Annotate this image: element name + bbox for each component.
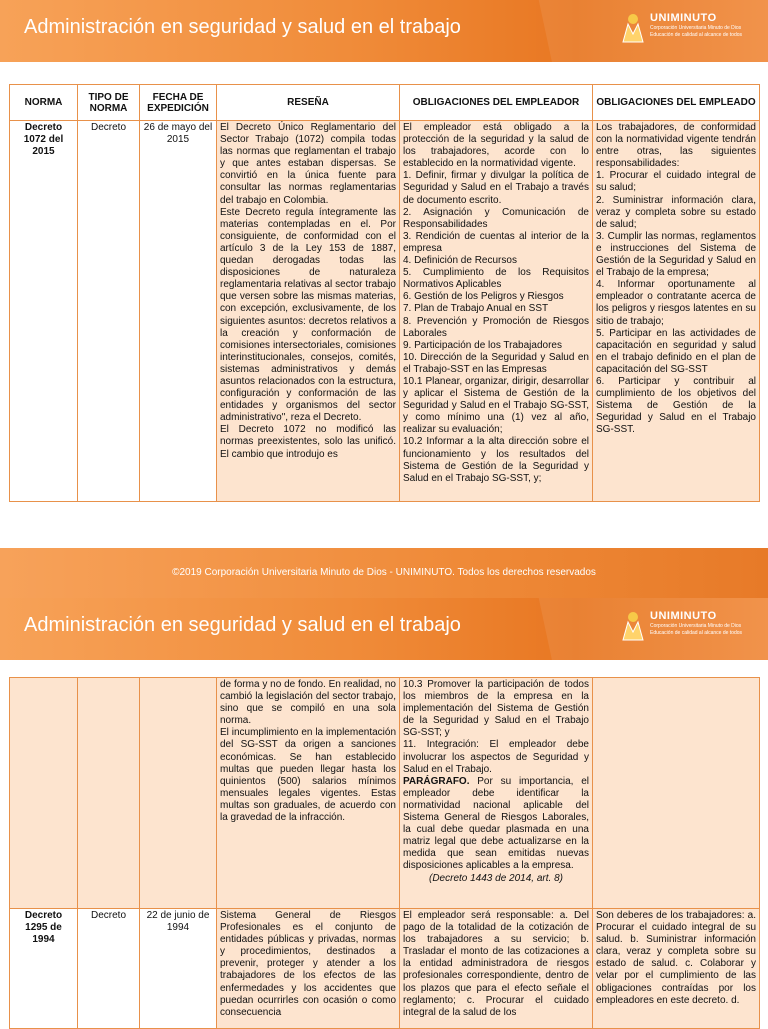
logo-name: UNIMINUTO bbox=[650, 610, 717, 622]
header-empleado: OBLIGACIONES DEL EMPLEADO bbox=[593, 85, 760, 121]
cell-tipo bbox=[78, 678, 140, 909]
cell-fecha bbox=[140, 678, 217, 909]
copyright-text: ©2019 Corporación Universitaria Minuto de Dios - UNIMINUTO. Todos los derechos reservados bbox=[172, 567, 596, 578]
cell-resena: Sistema General de Riesgos Profesionales es el conjunto de entidades públicas y privadas, normas y procedimientos, destinados a prevenir, proteger y atender a los trabajadores de los efectos de las enfermedades y los accidentes que puedan ocurrirles con ocasión o como consecuencia bbox=[217, 909, 400, 1029]
uniminuto-logo bbox=[620, 10, 760, 52]
cell-empleador: El empleador será responsable: a. Del pago de la totalidad de la cotización de los trabajadores a su servicio; b. Trasladar el monto de las cotizaciones a la entidad administradora de riesgos profesionales correspondiente, dentro de los plazos que para el efecto señale el reglamento; c. Procurar el cuidado integral de la salud de los bbox=[400, 909, 593, 1029]
cell-tipo: Decreto bbox=[78, 909, 140, 1029]
cell-empleador: El empleador está obligado a la protección de la seguridad y la salud de los trabajadores, acorde con lo establecido en la normatividad vigente. 1. Definir, firmar y divulgar la política de Seguridad y Salud en el Trabajo a través de documento escrito. 2. Asignación y Comunicación de Responsabilidades 3. Rendición de cuentas al interior de la empresa 4. Definición de Recursos 5. Cumplimiento de los Requisitos Normativos Aplicables 6. Gestión de los Peligros y Riesgos 7. Plan de Trabajo Anual en SST 8. Prevención y Promoción de Riesgos Laborales 9. Participación de los Trabajadores 10. Dirección de la Seguridad y Salud en el Trabajo-SST en las Empresas 10.1 Planear, organizar, dirigir, desarrollar y aplicar el Sistema de Gestión de la Seguridad y Salud en el Trabajo SG-SST, y como mínimo una (1) vez al año, realizar su evaluación; 10.2 Informar a la alta dirección sobre el funcionamiento y los resultados del Sistema de Gestión de la Seguridad y Salud en el Trabajo SG-SST, y; bbox=[400, 121, 593, 502]
header-norma: NORMA bbox=[10, 85, 78, 121]
cell-fecha: 22 de junio de 1994 bbox=[140, 909, 217, 1029]
cell-norma bbox=[10, 678, 78, 909]
logo-icon bbox=[620, 610, 646, 644]
table-row bbox=[10, 121, 760, 502]
logo-name: UNIMINUTO bbox=[650, 12, 717, 24]
paragrafo-label: PARÁGRAFO. bbox=[403, 775, 470, 787]
page1-banner bbox=[0, 0, 768, 62]
cell-empleado: Los trabajadores, de conformidad con la normatividad vigente tendrán entre otras, las siguientes responsabilidades: 1. Procurar el cuidado integral de su salud; 2. Suministrar información clara, veraz y completa sobre su estado de salud; 3. Cumplir las normas, reglamentos e instrucciones del Sistema de Gestión de la Seguridad y Salud en el Trabajo de la empresa; 4. Informar oportunamente al empleador o contratante acerca de los peligros y riesgos latentes en su sitio de trabajo; 5. Participar en las actividades de capacitación en seguridad y salud en el trabajo definido en el plan de capacitación del SG-SST 6. Participar y contribuir al cumplimiento de los objetivos del Sistema de Gestión de la Seguridad y Salud en el Trabajo SG-SST. bbox=[593, 121, 760, 502]
header-empleador: OBLIGACIONES DEL EMPLEADOR bbox=[400, 85, 593, 121]
banner-title: Administración en seguridad y salud en el trabajo bbox=[24, 614, 461, 636]
cell-resena: El Decreto Único Reglamentario del Sector Trabajo (1072) compila todas las normas que reglamentan el trabajo y que antes estaban dispersas. Se convirtió en la única fuente para consultar las normas reglamentarias del trabajo en Colombia. Este Decreto regula íntegramente las materias contempladas en el. Por consiguiente, de conformidad con el artículo 3 de la Ley 153 de 1887, quedan derogadas todas las disposiciones de naturaleza reglamentaria relativas al sector trabajo que versen sobre las mismas materias, con excepción, exclusivamente, de los siguientes asuntos: decretos relativos a la creación y conformación de comisiones intersectoriales, comisiones interinstitucionales, consejos, comités, sistemas administrativos y demás asuntos relacionados con la estructura, configuración y conformación de las entidades y organismos del sector administrativo", reza el Decreto. El Decreto 1072 no modificó las normas preexistentes, solo las unificó. El cambio que introdujo es bbox=[217, 121, 400, 502]
logo-icon bbox=[620, 12, 646, 46]
norms-table-page1 bbox=[9, 84, 760, 502]
header-fecha: FECHA DE EXPEDICIÓN bbox=[140, 85, 217, 121]
cell-fecha: 26 de mayo del 2015 bbox=[140, 121, 217, 502]
table-header-row bbox=[10, 85, 760, 121]
header-resena: RESEÑA bbox=[217, 85, 400, 121]
cell-norma: Decreto 1295 de 1994 bbox=[10, 909, 78, 1029]
norms-table-page2 bbox=[9, 677, 760, 1029]
table-row bbox=[10, 909, 760, 1029]
cell-norma: Decreto 1072 del 2015 bbox=[10, 121, 78, 502]
cell-resena: de forma y no de fondo. En realidad, no cambió la legislación del sector trabajo, sino que se compiló en una sola norma. El incumplimiento en la implementación del SG-SST da origen a sanciones económicas. Se han establecido multas que pueden llegar hasta los quinientos (500) salarios mínimos mensuales legales vigentes. Estas multas son graduales, de acuerdo con la gravedad de la infracción. bbox=[217, 678, 400, 909]
citation: (Decreto 1443 de 2014, art. 8) bbox=[429, 872, 563, 884]
page2-banner bbox=[0, 598, 768, 660]
header-tipo: TIPO DE NORMA bbox=[78, 85, 140, 121]
cell-empleado: Son deberes de los trabajadores: a. Procurar el cuidado integral de su salud. b. Suministrar información clara, veraz y completa sobre su estado de salud. c. Colaborar y velar por el cumplimiento de las obligaciones contraídas por los empleadores en este decreto. d. bbox=[593, 909, 760, 1029]
table-row bbox=[10, 678, 760, 909]
uniminuto-logo bbox=[620, 608, 760, 650]
cell-empleado bbox=[593, 678, 760, 909]
logo-subtitle: Corporación Universitaria Minuto de Dios Educación de calidad al alcance de todos bbox=[650, 25, 743, 38]
page-footer bbox=[0, 548, 768, 598]
cell-empleador: 10.3 Promover la participación de todos los miembros de la empresa en la implementación del Sistema de Gestión de la Seguridad y Salud en el Trabajo SG-SST; y 11. Integración: El empleador debe involucrar los aspectos de Seguridad y Salud en el Trabajo. PARÁGRAFO. Por su importancia, el empleador debe identificar la normatividad nacional aplicable del Sistema General de Riesgos Laborales, la cual debe quedar plasmada en una matriz legal que debe actualizarse en la medida que sean emitidas nuevas disposiciones aplicables a la empresa. (Decreto 1443 de 2014, art. 8) bbox=[400, 678, 593, 909]
banner-title: Administración en seguridad y salud en el trabajo bbox=[24, 16, 461, 38]
cell-tipo: Decreto bbox=[78, 121, 140, 502]
logo-subtitle: Corporación Universitaria Minuto de Dios Educación de calidad al alcance de todos bbox=[650, 623, 743, 636]
